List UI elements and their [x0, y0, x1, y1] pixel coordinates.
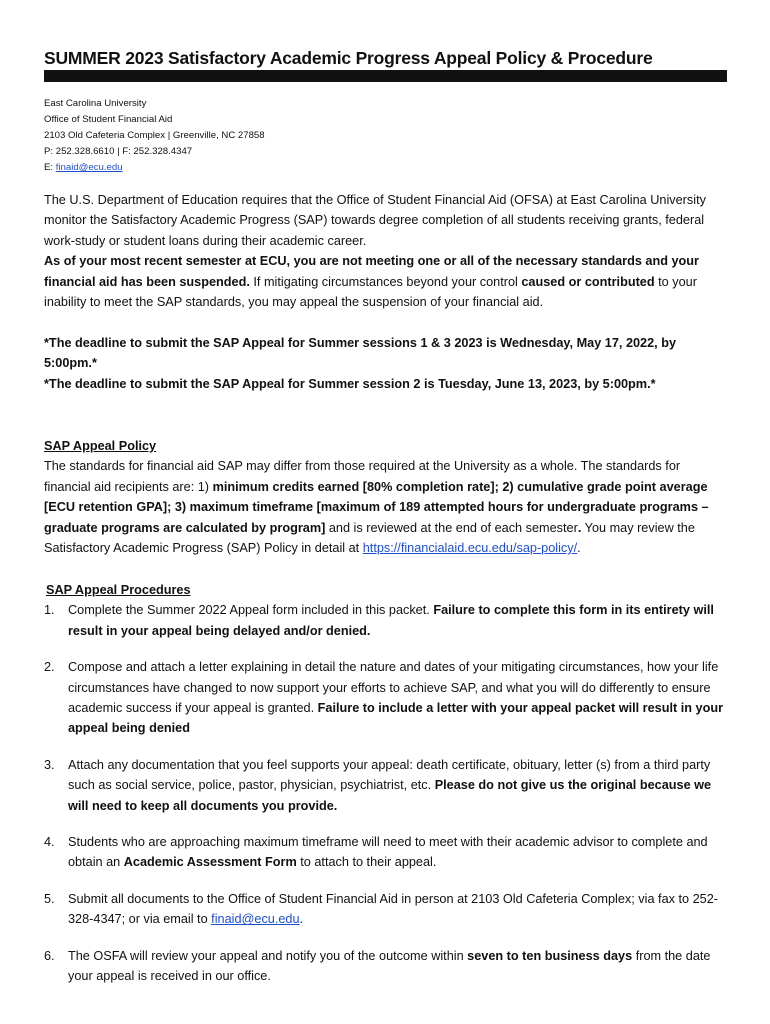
address-line-phone: P: 252.328.6610 | F: 252.328.4347: [44, 146, 193, 157]
intro-paragraph: The U.S. Department of Education requires that the Office of Student Financial Aid (OFSA) at East Carolina University monitor the Satisfactory Academic Progress (SAP) towards degree completion of all students receiving grants, federal work-study or student loans during their academic career. As of your most recent semester at ECU, you are not meeting one or all of the necessary standards and your financial aid has been suspended. If mitigating circumstances beyond your control caused or contributed to your inability to meet the SAP standards, you may appeal the suspension of your financial aid.: [44, 193, 706, 310]
list-item: 1. Complete the Summer 2022 Appeal form included in this packet. Failure to complete this form in its entirety will result in your appeal being delayed and/or denied.: [44, 603, 714, 638]
procedures-heading: SAP Appeal Procedures: [46, 583, 191, 597]
policy-text: The standards for financial aid SAP may differ from those required at the University as a whole. The standards for financial aid recipients are: 1) minimum credits earned [80% completion rate]; 2) cumulative grade point average [ECU retention GPA]; 3) maximum timeframe [maximum of 189 attempted hours for undergraduate programs – graduate programs are calculated by program] and is reviewed at the end of each semester. You may review the Satisfactory Academic Progress (SAP) Policy in detail at https://financialaid.ecu.edu/sap-policy/.: [44, 459, 709, 556]
policy-section: [44, 436, 724, 558]
policy-heading: SAP Appeal Policy: [44, 439, 157, 453]
title-rule: [44, 70, 727, 82]
list-item: 5. Submit all documents to the Office of Student Financial Aid in person at 2103 Old Cafeteria Complex; via fax to 252-328-4347; or via email to finaid@ecu.edu.: [44, 891, 719, 927]
address-block: [44, 96, 265, 176]
sap-policy-link[interactable]: https://financialaid.ecu.edu/sap-policy/: [362, 541, 578, 556]
deadline-summer-2: *The deadline to submit the SAP Appeal for Summer session 2 is Tuesday, June 13, 2023, by 5:00pm.*: [44, 376, 656, 391]
address-line-email: E: finaid@ecu.edu: [44, 162, 123, 173]
list-item: 4. Students who are approaching maximum timeframe will need to meet with their academic advisor to complete and obtain an Academic Assessment Form to attach to their appeal.: [44, 835, 708, 870]
procedures-list: [44, 600, 724, 986]
address-line-street: 2103 Old Cafeteria Complex | Greenville, NC 27858: [44, 130, 265, 141]
submit-email-link[interactable]: finaid@ecu.edu: [211, 912, 300, 927]
email-link[interactable]: finaid@ecu.edu: [55, 162, 123, 173]
procedures-section: [44, 580, 724, 987]
list-item: 6. The OSFA will review your appeal and notify you of the outcome within seven to ten business days from the date your appeal is received in our office.: [44, 948, 711, 984]
list-item: 2. Compose and attach a letter explaining in detail the nature and dates of your mitigating circumstances, how your life circumstances have changed to now support your efforts to achieve SAP, and what you will do differently to ensure academic success if your appeal is granted. Failure to include a letter with your appeal packet will result in your appeal being denied: [44, 660, 724, 736]
page-title: SUMMER 2023 Satisfactory Academic Progress Appeal Policy & Procedure: [44, 48, 653, 68]
deadline-summer-1-3: *The deadline to submit the SAP Appeal for Summer sessions 1 & 3 2023 is Wednesday, May 17, 2022, by 5:00pm.*: [44, 336, 677, 371]
address-line-university: East Carolina University: [44, 98, 147, 109]
deadline-block: [44, 333, 724, 394]
list-item: 3. Attach any documentation that you feel supports your appeal: death certificate, obituary, letter (s) from a third party such as social service, police, pastor, physician, psychiatrist, etc. Please do not give us the original because we will need to keep all documents you provide.: [44, 757, 712, 813]
address-line-office: Office of Student Financial Aid: [44, 114, 173, 125]
